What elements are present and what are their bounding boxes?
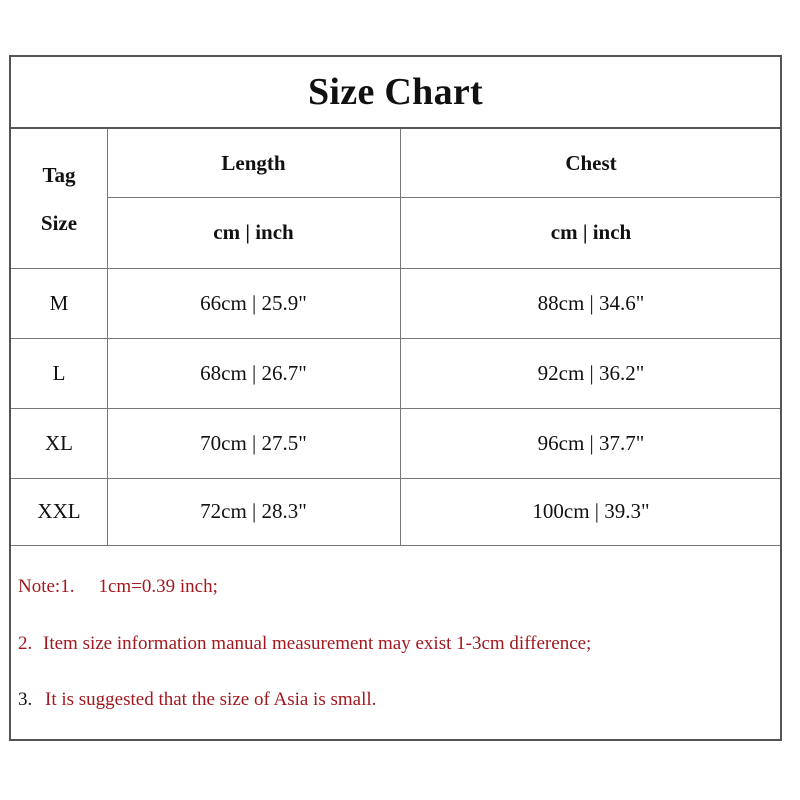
note-1-prefix: Note:1. xyxy=(18,576,75,597)
chest-units-header: cm | inch xyxy=(550,220,632,244)
tag-size-header-line2: Size xyxy=(40,210,78,235)
length-units-header: cm | inch xyxy=(213,220,294,244)
tag-size-header-line1: Tag xyxy=(42,162,76,187)
note-2-text: Item size information manual measurement may exist 1-3cm difference; xyxy=(43,633,592,654)
note-2-number: 2. xyxy=(18,633,33,654)
row-l-size: L xyxy=(52,360,66,385)
column-line xyxy=(400,129,401,545)
size-chart-table xyxy=(9,55,782,741)
row-xxl-chest: 100cm | 39.3" xyxy=(532,499,650,523)
length-header: Length xyxy=(221,150,286,175)
row-l-length: 68cm | 26.7" xyxy=(200,360,307,385)
note-1-text: 1cm=0.39 inch; xyxy=(98,576,218,597)
note-2 xyxy=(18,633,591,655)
note-1 xyxy=(18,576,218,598)
row-line xyxy=(11,338,780,339)
notes-section xyxy=(11,545,780,741)
row-xl-chest: 96cm | 37.7" xyxy=(537,430,645,455)
note-3 xyxy=(18,689,376,711)
tag-size-header xyxy=(11,129,107,268)
row-line xyxy=(11,268,780,269)
row-xl-size: XL xyxy=(45,430,73,455)
row-xl-length: 70cm | 27.5" xyxy=(200,430,307,455)
column-line xyxy=(107,129,108,545)
chart-title: Size Chart xyxy=(11,57,780,129)
row-m-chest: 88cm | 34.6" xyxy=(537,290,645,315)
header-split-line xyxy=(107,197,782,198)
row-line xyxy=(11,478,780,479)
row-xxl-size: XXL xyxy=(37,499,81,523)
note-3-number: 3. xyxy=(18,689,33,710)
row-l-chest: 92cm | 36.2" xyxy=(537,360,645,385)
chest-header: Chest xyxy=(565,150,617,175)
row-m-size: M xyxy=(49,290,69,315)
row-line xyxy=(11,408,780,409)
row-xxl-length: 72cm | 28.3" xyxy=(200,499,307,523)
note-3-text: It is suggested that the size of Asia is small. xyxy=(45,689,377,710)
row-m-length: 66cm | 25.9" xyxy=(200,290,307,315)
